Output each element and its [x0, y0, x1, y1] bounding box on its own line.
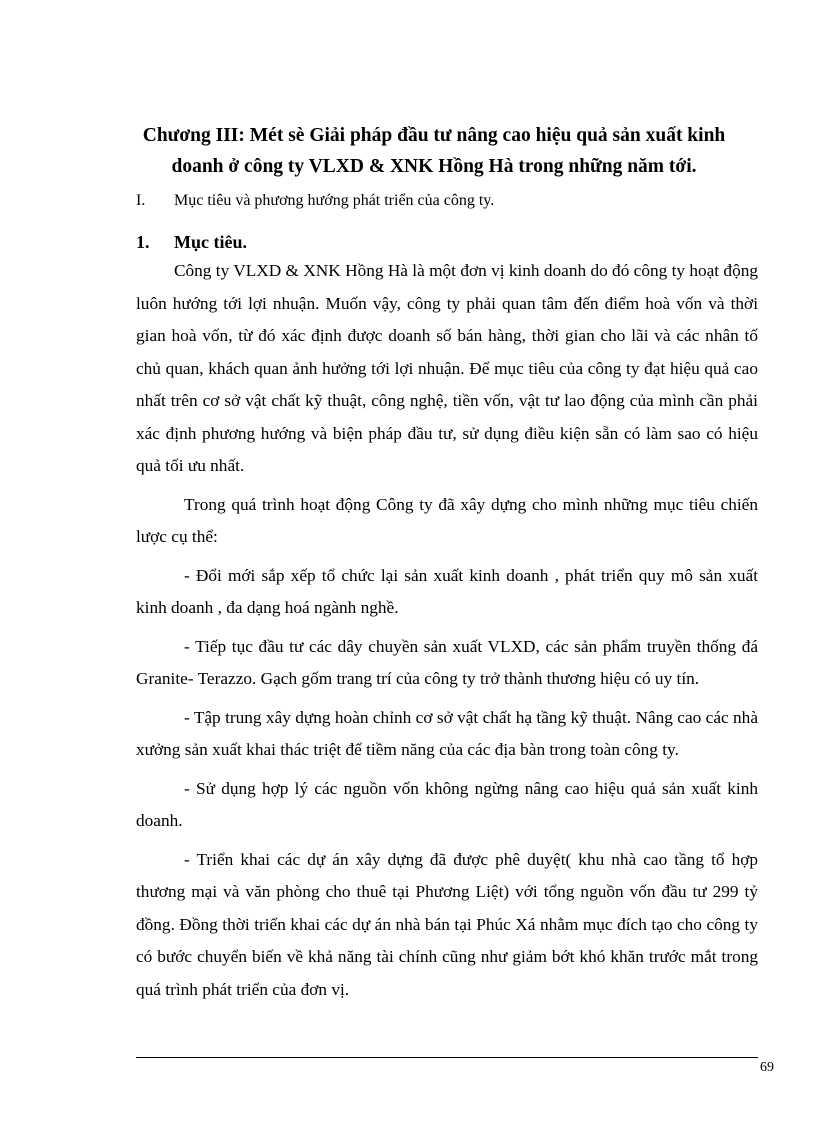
paragraph: Trong quá trình hoạt động Công ty đã xây dựng cho mình những mục tiêu chiến lược cụ thể:: [136, 494, 758, 546]
chapter-title-line-2: doanh ở công ty VLXD & XNK Hồng Hà trong những năm tới.: [171, 156, 697, 177]
section-title: Mục tiêu và phương hướng phát triển của công ty.: [174, 192, 495, 209]
body-text: [136, 255, 758, 1006]
list-item: - Đổi mới sắp xếp tổ chức lại sản xuất kinh doanh , phát triển quy mô sản xuất kinh doanh , đa dạng hoá ngành nghề.: [136, 565, 758, 617]
subsection-heading: [136, 232, 247, 253]
paragraph: Công ty VLXD & XNK Hồng Hà là một đơn vị kinh doanh do đó công ty hoạt động luôn hướng tới lợi nhuận. Muốn vậy, công ty phải quan tâm đến điểm hoà vốn và thời gian hoà vốn, từ đó xác định được doanh số bán hàng, thời gian cho lãi và các nhân tố chủ quan, khách quan ảnh hưởng tới lợi nhuận. Để mục tiêu của công ty đạt hiệu quả cao nhất trên cơ sở vật chất kỹ thuật, công nghệ, tiền vốn, vật tư lao động của mình cần phải xác định phương hướng và biện pháp đầu tư, sử dụng điều kiện sẵn có làm sao có hiệu quả tối ưu nhất.: [136, 261, 758, 475]
page-number: 69: [760, 1060, 774, 1075]
chapter-title-line-1: Chương III: Mét sè Giải pháp đầu tư nâng cao hiệu quả sản xuất kinh: [142, 125, 726, 146]
list-item: - Triển khai các dự án xây dựng đã được phê duyệt( khu nhà cao tầng tổ hợp thương mại và văn phòng cho thuê tại Phương Liệt) với tổng nguồn vốn đầu tư 299 tỷ đồng. Đồng thời triển khai các dự án nhà bán tại Phúc Xá nhằm mục đích tạo cho công ty có bước chuyển biến về khả năng tài chính cũng như giảm bớt khó khăn trước mắt trong quá trình phát triển của đơn vị.: [136, 849, 758, 999]
chapter-title: [100, 120, 768, 182]
subsection-number: 1.: [136, 232, 150, 252]
section-number: I.: [136, 192, 146, 209]
list-item: - Sử dụng hợp lý các nguồn vốn không ngừng nâng cao hiệu quả sản xuất kinh doanh.: [136, 778, 758, 830]
list-item: - Tập trung xây dựng hoàn chỉnh cơ sở vật chất hạ tầng kỹ thuật. Nâng cao các nhà xưởng sản xuất khai thác triệt để tiềm năng của các địa bàn trong toàn công ty.: [136, 707, 758, 759]
list-item: - Tiếp tục đầu tư các dây chuyền sản xuất VLXD, các sản phẩm truyền thống đá Granite- Terazzo. Gạch gốm trang trí của công ty trở thành thương hiệu có uy tín.: [136, 636, 758, 688]
footer-divider: [136, 1057, 758, 1058]
section-heading: [136, 192, 494, 210]
subsection-title: Mục tiêu.: [174, 232, 247, 252]
